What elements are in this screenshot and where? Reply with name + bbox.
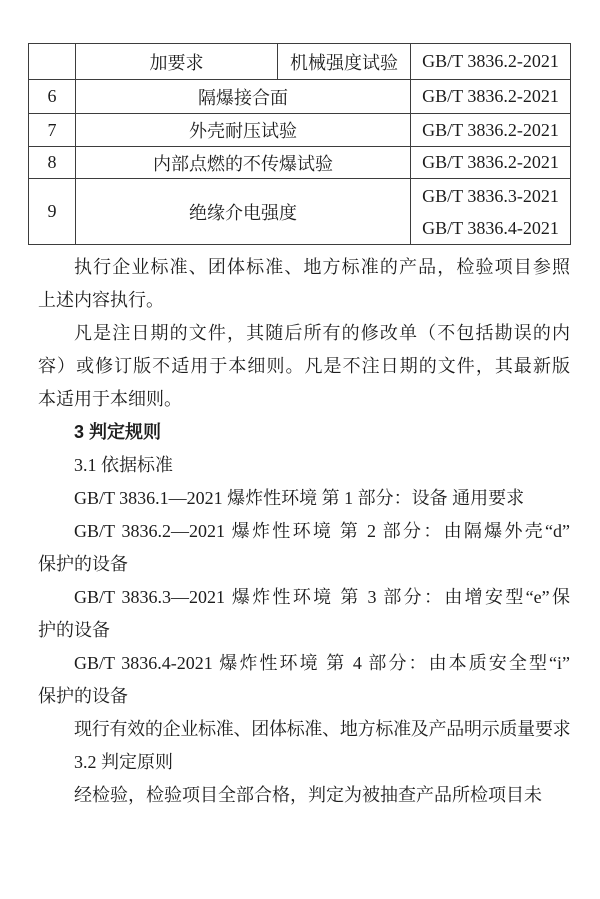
section-heading: 3 判定规则 — [74, 422, 162, 442]
row-number-cell: 7 — [29, 114, 76, 147]
item-test-cell: 机械强度试验 — [278, 44, 411, 80]
standard-cell: GB/T 3836.2-2021 — [411, 147, 571, 179]
subsection-heading: 3.2 判定原则 — [74, 752, 173, 772]
paragraph-line: 经检验，检验项目全部合格，判定为被抽查产品所检项目未 — [74, 785, 542, 805]
table-row — [29, 147, 571, 179]
row-number-cell — [29, 44, 76, 80]
body-text — [38, 251, 570, 812]
row-number-cell: 8 — [29, 147, 76, 179]
standard-cell: GB/T 3836.2-2021 — [411, 80, 571, 114]
standard-reference-line: GB/T 3836.2—2021 爆炸性环境 第 2 部分：由隔爆外壳“d” — [74, 521, 570, 541]
row-number-cell: 6 — [29, 80, 76, 114]
standard-reference-line: 保护的设备 — [38, 686, 128, 706]
standard-cell: GB/T 3836.2-2021 — [411, 44, 571, 80]
paragraph-line: 容）或修订版不适用于本细则。凡是不注日期的文件，其最新版 — [38, 356, 570, 376]
item-cell: 绝缘介电强度 — [76, 179, 411, 245]
standard-reference-line: GB/T 3836.3—2021 爆炸性环境 第 3 部分：由增安型“e”保 — [74, 587, 570, 607]
table-row — [29, 44, 571, 80]
standard-reference-line: GB/T 3836.1—2021 爆炸性环境 第 1 部分：设备 通用要求 — [74, 488, 525, 508]
standard-reference-line: 保护的设备 — [38, 554, 128, 574]
paragraph-line: 现行有效的企业标准、团体标准、地方标准及产品明示质量要求 — [74, 719, 570, 739]
table-row — [29, 179, 571, 245]
row-number-cell: 9 — [29, 179, 76, 245]
standard-reference-line: GB/T 3836.4-2021 爆炸性环境 第 4 部分：由本质安全型“i” — [74, 653, 570, 673]
subsection-heading: 3.1 依据标准 — [74, 455, 173, 475]
paragraph-line: 执行企业标准、团体标准、地方标准的产品，检验项目参照 — [74, 257, 570, 277]
item-requirement-cell: 加要求 — [76, 44, 278, 80]
paragraph-line: 凡是注日期的文件，其随后所有的修改单（不包括勘误的内 — [74, 323, 570, 343]
paragraph-line: 本适用于本细则。 — [38, 389, 182, 409]
standard-reference-line: 护的设备 — [38, 620, 110, 640]
table-row — [29, 114, 571, 147]
table-row — [29, 80, 571, 114]
inspection-items-table — [28, 43, 571, 245]
item-cell: 内部点燃的不传爆试验 — [76, 147, 411, 179]
standard-line: GB/T 3836.3-2021 — [422, 185, 559, 206]
item-cell: 隔爆接合面 — [76, 80, 411, 114]
standard-cell — [411, 179, 571, 245]
item-cell: 外壳耐压试验 — [76, 114, 411, 147]
paragraph-line: 上述内容执行。 — [38, 290, 164, 310]
standard-line: GB/T 3836.4-2021 — [422, 217, 559, 238]
standard-cell: GB/T 3836.2-2021 — [411, 114, 571, 147]
